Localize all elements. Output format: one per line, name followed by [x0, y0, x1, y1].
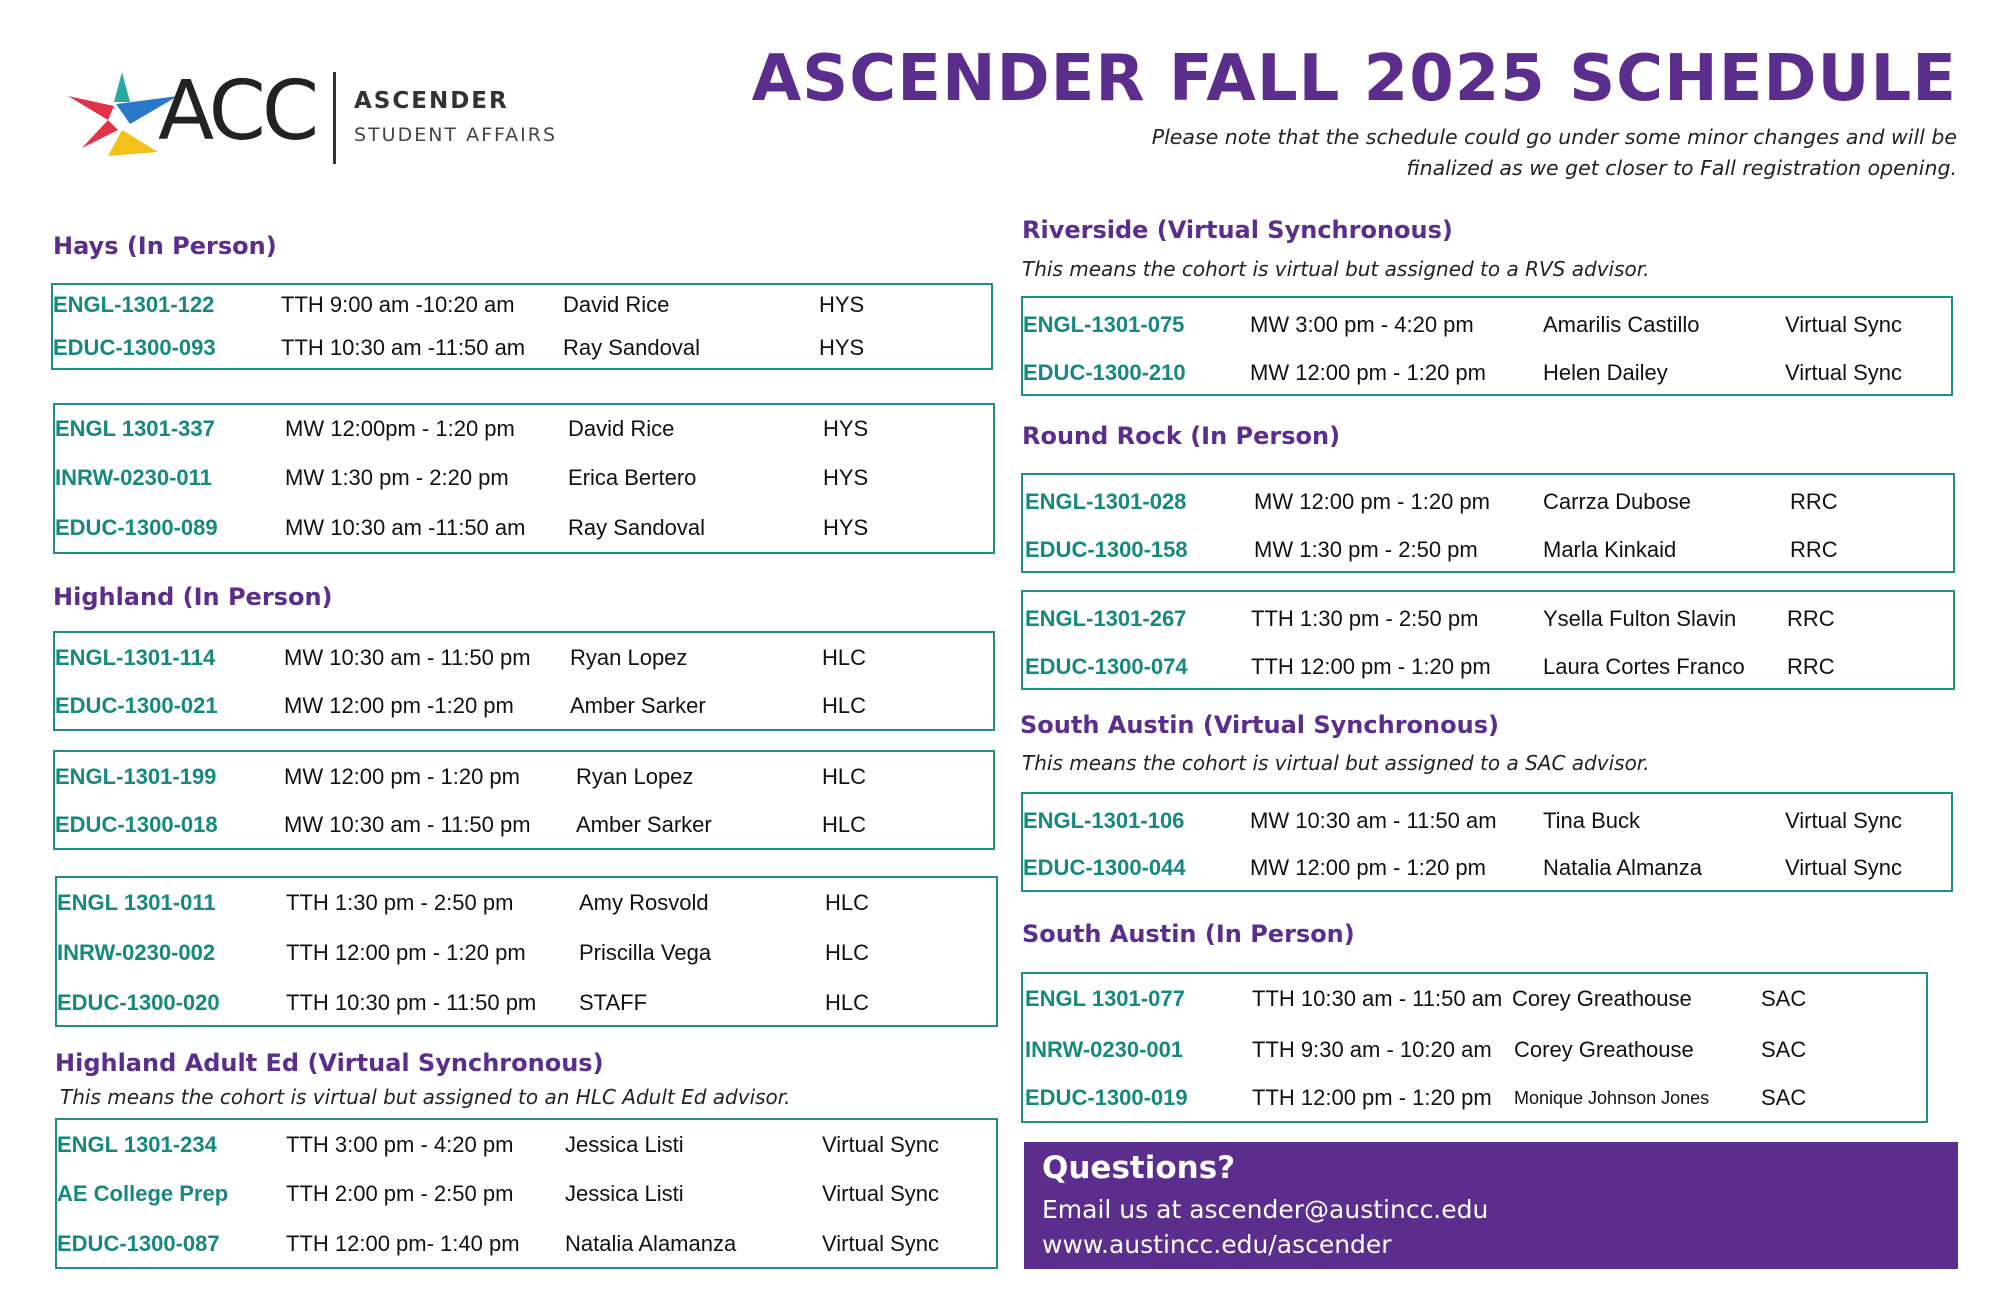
- website-link[interactable]: www.austincc.edu/ascender: [1042, 1230, 1392, 1259]
- course-instructor: Ray Sandoval: [563, 335, 700, 360]
- page-title: ASCENDER FALL 2025 SCHEDULE: [751, 42, 1957, 116]
- section-note: This means the cohort is virtual but assigned to a SAC advisor.: [1022, 751, 1650, 775]
- course-group: [55, 1118, 998, 1269]
- course-instructor: Corey Greathouse: [1512, 986, 1692, 1011]
- course-code: EDUC-1300-021: [55, 693, 218, 718]
- course-instructor: STAFF: [579, 990, 648, 1015]
- table-row: [1023, 1083, 1926, 1113]
- course-time: MW 12:00 pm - 1:20 pm: [1250, 360, 1486, 385]
- course-code: ENGL 1301-234: [57, 1132, 217, 1157]
- course-location: Virtual Sync: [1785, 312, 1902, 337]
- course-instructor: Carrza Dubose: [1543, 489, 1691, 514]
- section-title-south-austin-virtual: South Austin (Virtual Synchronous): [1020, 711, 1499, 739]
- course-instructor: Amy Rosvold: [579, 890, 709, 915]
- logo-divider: [333, 72, 336, 164]
- logo-acc-text: ACC: [158, 64, 316, 159]
- course-location: HLC: [825, 940, 870, 965]
- course-instructor: Laura Cortes Franco: [1543, 654, 1745, 679]
- section-title-highland: Highland (In Person): [53, 583, 333, 611]
- course-code: EDUC-1300-210: [1023, 360, 1186, 385]
- course-instructor: Ray Sandoval: [568, 515, 705, 540]
- course-time: MW 12:00 pm -1:20 pm: [284, 693, 514, 718]
- table-row: [57, 988, 996, 1018]
- course-group: [53, 750, 995, 850]
- course-location: SAC: [1761, 1085, 1807, 1110]
- section-note: This means the cohort is virtual but assigned to a RVS advisor.: [1022, 257, 1650, 281]
- course-code: EDUC-1300-158: [1025, 537, 1188, 562]
- course-code: ENGL-1301-114: [55, 645, 216, 670]
- course-time: TTH 10:30 am -11:50 am: [281, 335, 526, 360]
- course-instructor: Priscilla Vega: [579, 940, 712, 965]
- course-time: TTH 9:30 am - 10:20 am: [1252, 1037, 1492, 1062]
- course-instructor: David Rice: [563, 292, 670, 317]
- section-title-highland-adult-ed: Highland Adult Ed (Virtual Synchronous): [55, 1049, 604, 1077]
- course-code: EDUC-1300-019: [1025, 1085, 1188, 1110]
- course-location: RRC: [1790, 537, 1838, 562]
- course-time: TTH 10:30 pm - 11:50 pm: [286, 990, 537, 1015]
- table-row: [57, 938, 996, 968]
- logo-line1: ASCENDER: [354, 88, 509, 114]
- table-row: [55, 463, 993, 493]
- course-location: Virtual Sync: [822, 1132, 939, 1157]
- course-group: [53, 631, 995, 731]
- logo-line2: STUDENT AFFAIRS: [354, 124, 558, 146]
- course-location: HLC: [822, 764, 867, 789]
- course-instructor: Natalia Alamanza: [565, 1231, 737, 1256]
- course-time: TTH 9:00 am -10:20 am: [281, 292, 515, 317]
- course-group: [53, 403, 995, 554]
- course-code: INRW-0230-001: [1025, 1037, 1184, 1062]
- course-group: [55, 876, 998, 1027]
- course-instructor: David Rice: [568, 416, 675, 441]
- course-code: ENGL 1301-077: [1025, 986, 1185, 1011]
- course-code: EDUC-1300-018: [55, 812, 218, 837]
- course-code: ENGL-1301-028: [1025, 489, 1187, 514]
- course-time: MW 3:00 pm - 4:20 pm: [1250, 312, 1474, 337]
- course-time: MW 10:30 am -11:50 am: [285, 515, 526, 540]
- course-location: HLC: [825, 890, 870, 915]
- section-title-south-austin-in-person: South Austin (In Person): [1022, 920, 1355, 948]
- table-row: [1023, 535, 1953, 565]
- course-time: MW 12:00 pm - 1:20 pm: [284, 764, 520, 789]
- course-instructor: Ryan Lopez: [570, 645, 688, 670]
- table-row: [55, 762, 993, 792]
- course-location: Virtual Sync: [1785, 808, 1902, 833]
- course-code: EDUC-1300-020: [57, 990, 220, 1015]
- course-time: MW 10:30 am - 11:50 pm: [284, 645, 531, 670]
- course-time: TTH 12:00 pm - 1:20 pm: [1251, 654, 1491, 679]
- course-location: SAC: [1761, 986, 1807, 1011]
- course-location: HLC: [822, 645, 867, 670]
- section-title-round-rock: Round Rock (In Person): [1022, 422, 1341, 450]
- course-location: HYS: [819, 335, 865, 360]
- course-location: HYS: [819, 292, 865, 317]
- table-row: [1023, 487, 1953, 517]
- course-code: ENGL-1301-122: [53, 292, 215, 317]
- course-group: [1021, 792, 1953, 892]
- course-code: ENGL-1301-199: [55, 764, 217, 789]
- course-instructor: Jessica Listi: [565, 1181, 684, 1206]
- table-row: [1023, 310, 1951, 340]
- course-code: ENGL 1301-011: [57, 890, 216, 915]
- table-row: [57, 1179, 996, 1209]
- table-row: [1023, 652, 1953, 682]
- course-code: EDUC-1300-074: [1025, 654, 1188, 679]
- course-instructor: Erica Bertero: [568, 465, 697, 490]
- questions-title: Questions?: [1042, 1150, 1236, 1186]
- course-location: Virtual Sync: [822, 1231, 939, 1256]
- course-time: TTH 1:30 pm - 2:50 pm: [1251, 606, 1479, 631]
- course-group: [51, 283, 993, 370]
- course-location: HLC: [822, 693, 867, 718]
- table-row: [1023, 604, 1953, 634]
- course-location: RRC: [1787, 654, 1835, 679]
- course-instructor: Corey Greathouse: [1514, 1037, 1694, 1062]
- course-code: INRW-0230-011: [55, 465, 212, 490]
- course-time: MW 12:00 pm - 1:20 pm: [1254, 489, 1490, 514]
- questions-box: [1024, 1142, 1958, 1269]
- course-time: TTH 1:30 pm - 2:50 pm: [286, 890, 514, 915]
- section-title-riverside: Riverside (Virtual Synchronous): [1022, 216, 1453, 244]
- table-row: [1023, 1035, 1926, 1065]
- course-location: Virtual Sync: [1785, 855, 1902, 880]
- course-instructor: Amber Sarker: [570, 693, 706, 718]
- course-instructor: Marla Kinkaid: [1543, 537, 1677, 562]
- course-time: MW 1:30 pm - 2:20 pm: [285, 465, 509, 490]
- course-time: TTH 10:30 am - 11:50 am: [1252, 986, 1503, 1011]
- course-time: MW 10:30 am - 11:50 pm: [284, 812, 531, 837]
- table-row: [55, 643, 993, 673]
- course-location: HLC: [822, 812, 867, 837]
- course-group: [1021, 590, 1955, 690]
- course-instructor: Monique Johnson Jones: [1514, 1088, 1710, 1108]
- course-instructor: Tina Buck: [1543, 808, 1641, 833]
- contact-email-link[interactable]: Email us at ascender@austincc.edu: [1042, 1195, 1489, 1224]
- course-location: Virtual Sync: [822, 1181, 939, 1206]
- table-row: [1023, 358, 1951, 388]
- course-code: ENGL 1301-337: [55, 416, 215, 441]
- table-row: [57, 888, 996, 918]
- course-time: TTH 3:00 pm - 4:20 pm: [286, 1132, 514, 1157]
- course-code: ENGL-1301-075: [1023, 312, 1185, 337]
- schedule-note: [977, 122, 1957, 184]
- course-code: EDUC-1300-089: [55, 515, 218, 540]
- schedule-note-line2: finalized as we get closer to Fall registration opening.: [1406, 156, 1957, 180]
- schedule-note-line1: Please note that the schedule could go under some minor changes and will be: [1151, 125, 1957, 149]
- course-time: TTH 12:00 pm - 1:20 pm: [1252, 1085, 1492, 1110]
- table-row: [55, 414, 993, 444]
- course-location: SAC: [1761, 1037, 1807, 1062]
- course-code: EDUC-1300-044: [1023, 855, 1186, 880]
- course-time: MW 12:00pm - 1:20 pm: [285, 416, 515, 441]
- section-note: This means the cohort is virtual but assigned to an HLC Adult Ed advisor.: [60, 1085, 791, 1109]
- course-location: HYS: [823, 416, 869, 441]
- table-row: [53, 333, 991, 363]
- table-row: [55, 691, 993, 721]
- course-location: RRC: [1787, 606, 1835, 631]
- course-location: Virtual Sync: [1785, 360, 1902, 385]
- table-row: [55, 810, 993, 840]
- course-code: ENGL-1301-106: [1023, 808, 1185, 833]
- course-code: ENGL-1301-267: [1025, 606, 1187, 631]
- course-time: MW 1:30 pm - 2:50 pm: [1254, 537, 1478, 562]
- course-group: [1021, 296, 1953, 396]
- table-row: [1023, 853, 1951, 883]
- course-instructor: Amarilis Castillo: [1543, 312, 1700, 337]
- course-code: EDUC-1300-087: [57, 1231, 220, 1256]
- table-row: [55, 513, 993, 543]
- course-time: TTH 12:00 pm - 1:20 pm: [286, 940, 526, 965]
- course-code: INRW-0230-002: [57, 940, 216, 965]
- table-row: [1023, 806, 1951, 836]
- course-instructor: Helen Dailey: [1543, 360, 1668, 385]
- course-location: RRC: [1790, 489, 1838, 514]
- course-time: MW 10:30 am - 11:50 am: [1250, 808, 1497, 833]
- course-group: [1021, 473, 1955, 573]
- course-group: [1021, 972, 1928, 1123]
- course-code: EDUC-1300-093: [53, 335, 216, 360]
- table-row: [53, 290, 991, 320]
- table-row: [57, 1130, 996, 1160]
- course-instructor: Natalia Almanza: [1543, 855, 1702, 880]
- course-instructor: Ysella Fulton Slavin: [1543, 606, 1737, 631]
- course-location: HLC: [825, 990, 870, 1015]
- table-row: [57, 1229, 996, 1259]
- course-instructor: Ryan Lopez: [576, 764, 694, 789]
- section-title-hays: Hays (In Person): [53, 232, 277, 260]
- course-instructor: Jessica Listi: [565, 1132, 684, 1157]
- course-code: AE College Prep: [57, 1181, 229, 1206]
- course-instructor: Amber Sarker: [576, 812, 712, 837]
- course-time: TTH 12:00 pm- 1:40 pm: [286, 1231, 520, 1256]
- course-location: HYS: [823, 515, 869, 540]
- course-time: MW 12:00 pm - 1:20 pm: [1250, 855, 1486, 880]
- course-time: TTH 2:00 pm - 2:50 pm: [286, 1181, 514, 1206]
- course-location: HYS: [823, 465, 869, 490]
- table-row: [1023, 984, 1926, 1014]
